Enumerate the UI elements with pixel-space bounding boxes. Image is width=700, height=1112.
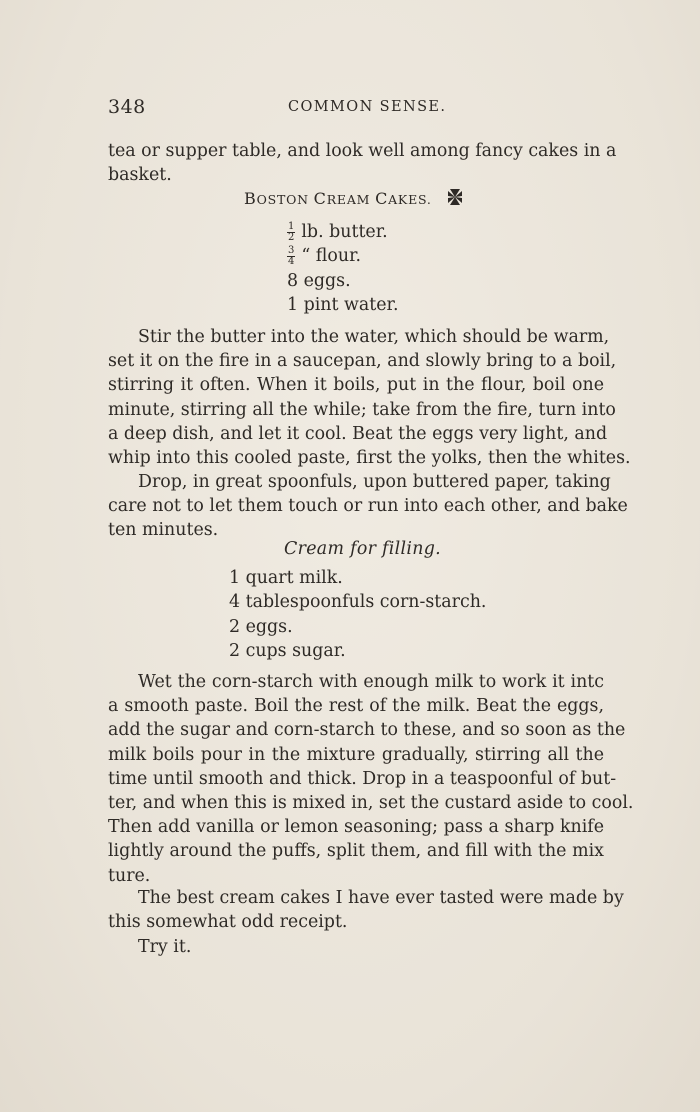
ingredient-list (287, 220, 398, 318)
text-line: time until smooth and thick. Drop in a teaspoonful of but- (108, 768, 617, 789)
text-line: Then add vanilla or lemon seasoning; pass a sharp knife (108, 817, 604, 838)
ingredient-item: $\frac{3}{4}$ “ flour. (288, 245, 361, 268)
text-line: ten minutes. (108, 520, 219, 541)
fraction: $\frac{1}{2}$ (288, 221, 295, 243)
text-line: whip into this cooled paste, first the yolks, then the whites. (108, 447, 631, 468)
text-line: this somewhat odd receipt. (108, 912, 348, 933)
text-line: milk boils pour in the mixture gradually, stirring all the (108, 744, 604, 765)
filling-title: Cream for filling. (284, 539, 441, 559)
ingredient-item: 1 pint water. (287, 295, 399, 316)
method-paragraph-2 (108, 470, 628, 543)
text-line: tea or supper table, and look well among fancy cakes in a (108, 141, 617, 161)
text-line: minute, stirring all the while; take from the fire, turn into (108, 399, 616, 420)
intro-paragraph (108, 139, 617, 187)
page-number: 348 (108, 96, 146, 118)
ingredient-item: $\frac{1}{2}$ lb. butter. (288, 221, 388, 243)
running-head: COMMON SENSE. (288, 99, 447, 115)
text-line: ture. (108, 865, 151, 886)
fraction: $\frac{3}{4}$ (288, 245, 295, 268)
filling-ingredient-list (229, 566, 486, 664)
text-line: stirring it often. When it boils, put in the flour, boil one (108, 375, 604, 396)
ingredient-item: 2 cups sugar. (229, 641, 346, 662)
text-line: a smooth paste. Boil the rest of the milk. Beat the eggs, (108, 696, 604, 717)
ingredient-item: 8 eggs. (287, 270, 351, 291)
ingredient-item: 1 quart milk. (229, 568, 343, 588)
method-paragraph-4 (108, 886, 624, 934)
text-line: ter, and when this is mixed in, set the custard aside to cool. (108, 792, 634, 813)
text-line: care not to let them touch or run into each other, and bake (108, 496, 628, 517)
text-line: add the sugar and corn-starch to these, and so soon as the (108, 720, 626, 741)
text-line: a deep dish, and let it cool. Beat the eggs very light, and (108, 423, 608, 444)
ingredient-item: 2 eggs. (229, 616, 293, 637)
text-line: lightly around the puffs, split them, and fill with the mix (108, 841, 604, 862)
text-line: Wet the corn-starch with enough milk to work it intc (138, 672, 604, 692)
text-line: Try it. (138, 937, 192, 957)
text-line: basket. (108, 165, 172, 186)
page-header (108, 96, 604, 120)
maltese-cross-icon (446, 188, 464, 210)
ingredient-item: 4 tablespoonfuls corn-starch. (229, 592, 487, 613)
method-paragraph-1 (108, 325, 631, 470)
method-paragraph-5 (108, 935, 604, 959)
method-paragraph-3 (108, 670, 634, 888)
text-line: Stir the butter into the water, which should be warm, (138, 327, 610, 347)
recipe-title: BOSTON CREAM CAKES. (244, 188, 464, 210)
text-line: set it on the fire in a saucepan, and slowly bring to a boil, (108, 351, 617, 372)
text-line: The best cream cakes I have ever tasted were made by (138, 888, 624, 908)
text-line: Drop, in great spoonfuls, upon buttered paper, taking (138, 472, 611, 492)
